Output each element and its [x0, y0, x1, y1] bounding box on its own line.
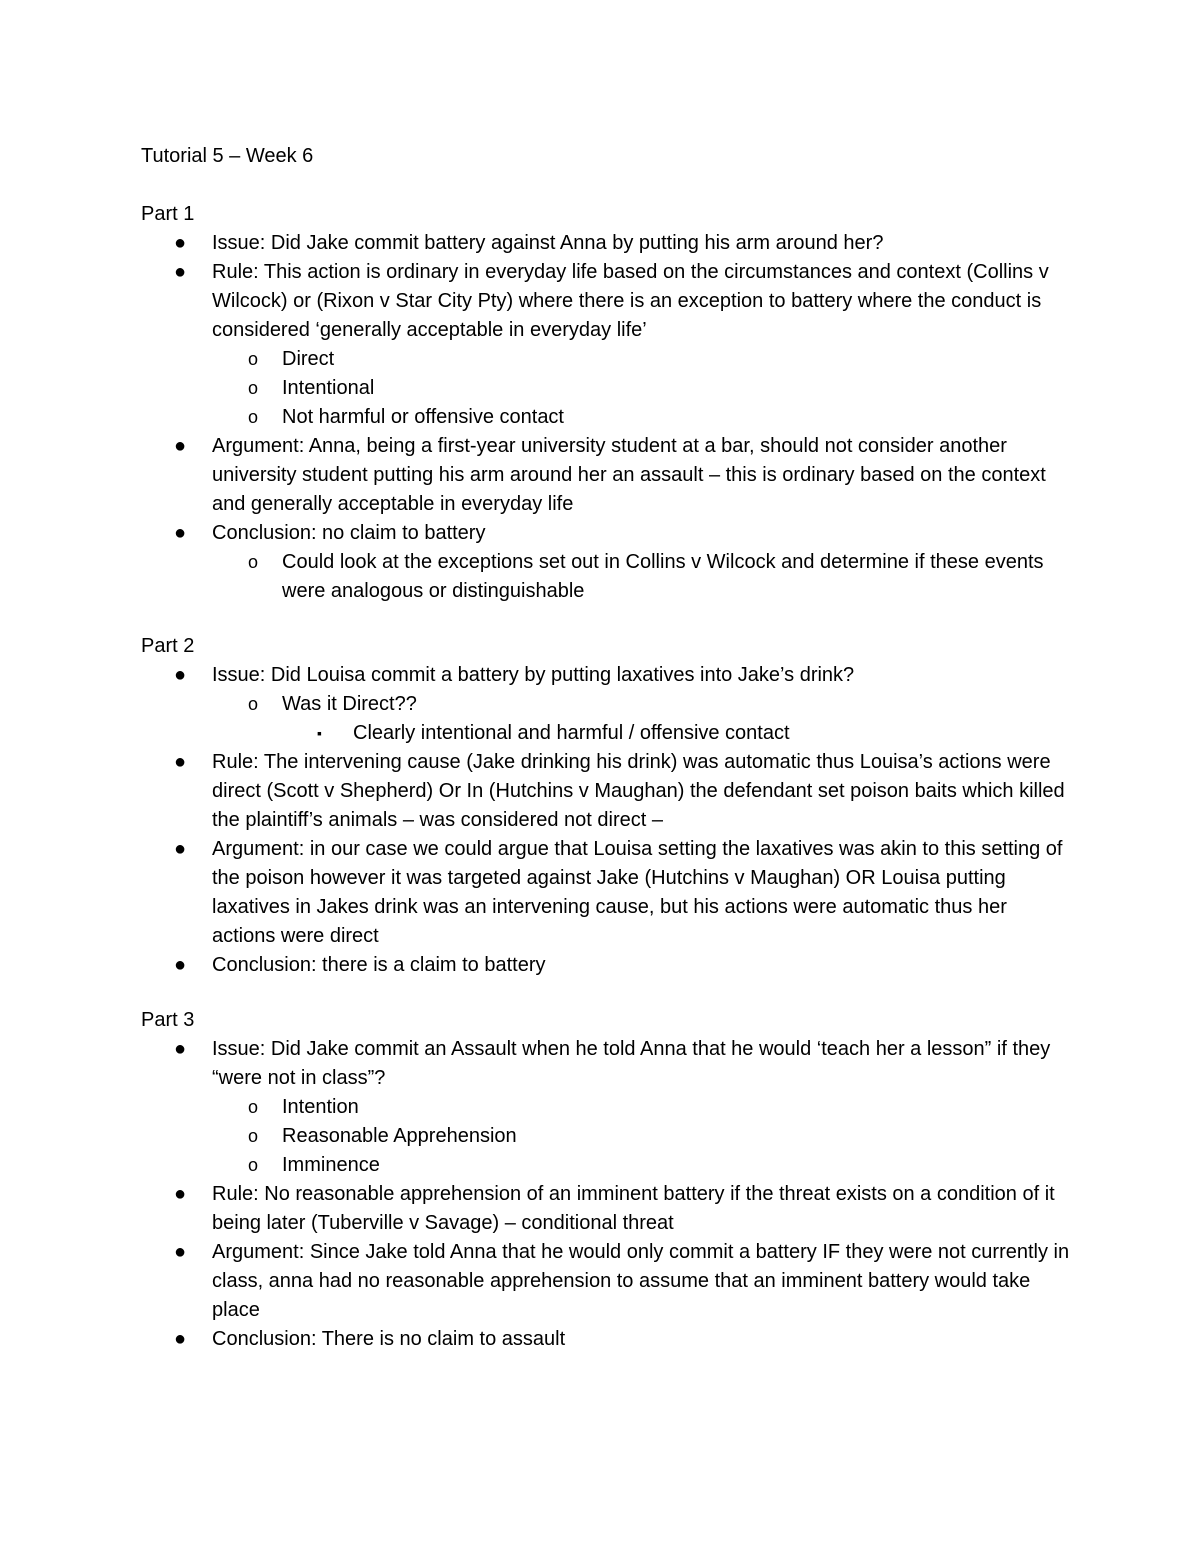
list-item-text: Conclusion: no claim to battery [212, 522, 486, 544]
list-item [141, 835, 1071, 951]
sub-sub-list-item [141, 719, 1071, 748]
circle-bullet-icon: o [248, 1097, 259, 1117]
bullet-icon: ● [174, 954, 187, 976]
sub-list-item [141, 345, 1071, 374]
list-item-text: Issue: Did Jake commit an Assault when he told Anna that he would ‘teach her a lesson” if they “were not in class”? [212, 1038, 1051, 1089]
list-item-text: Issue: Did Louisa commit a battery by putting laxatives into Jake’s drink? [212, 664, 855, 686]
bullet-list [141, 229, 1071, 606]
bullet-icon: ● [174, 1241, 187, 1263]
circle-bullet-icon: o [248, 1155, 259, 1175]
list-item-text: Reasonable Apprehension [282, 1125, 517, 1147]
circle-bullet-icon: o [248, 349, 259, 369]
list-item-text: Argument: Anna, being a first-year university student at a bar, should not consider another university student putting his arm around her an assault – this is ordinary based on the context and generally acceptable in everyday life [212, 435, 1046, 515]
sub-list-item [141, 1151, 1071, 1180]
list-item-text: Rule: This action is ordinary in everyday life based on the circumstances and context (Collins v Wilcock) or (Rixon v Star City Pty) where there is an exception to battery where the conduct is considered ‘generally acceptable in everyday life’ [212, 261, 1049, 341]
list-item [141, 1238, 1071, 1325]
circle-bullet-icon: o [248, 378, 259, 398]
list-item-text: Conclusion: there is a claim to battery [212, 954, 546, 976]
sub-list-item [141, 1093, 1071, 1122]
bullet-icon: ● [174, 435, 187, 457]
sub-list-item [141, 403, 1071, 432]
circle-bullet-icon: o [248, 694, 259, 714]
part-3-section [141, 1006, 1071, 1354]
bullet-icon: ● [174, 1038, 187, 1060]
list-item-text: Argument: Since Jake told Anna that he would only commit a battery IF they were not currently in class, anna had no reasonable apprehension to assume that an imminent battery would take place [212, 1241, 1070, 1321]
bullet-icon: ● [174, 751, 187, 773]
list-item [141, 258, 1071, 345]
part-heading: Part 2 [141, 635, 195, 657]
sub-list-item [141, 548, 1071, 606]
list-item [141, 748, 1071, 835]
list-item-text: Rule: No reasonable apprehension of an imminent battery if the threat exists on a condition of it being later (Tuberville v Savage) – conditional threat [212, 1183, 1055, 1234]
square-bullet-icon: ▪ [317, 725, 322, 741]
part-heading: Part 1 [141, 203, 195, 225]
list-item-text: Conclusion: There is no claim to assault [212, 1328, 566, 1350]
part-2-section [141, 632, 1071, 980]
part-1-section [141, 200, 1071, 606]
list-item [141, 432, 1071, 519]
list-item [141, 1325, 1071, 1354]
bullet-icon: ● [174, 664, 187, 686]
bullet-icon: ● [174, 232, 187, 254]
list-item-text: Intention [282, 1096, 359, 1118]
list-item-text: Argument: in our case we could argue that Louisa setting the laxatives was akin to this setting of the poison however it was targeted against Jake (Hutchins v Maughan) OR Louisa putting laxatives in Jakes drink was an intervening cause, but his actions were automatic thus her actions were direct [212, 838, 1063, 947]
list-item-text: Imminence [282, 1154, 380, 1176]
circle-bullet-icon: o [248, 552, 259, 572]
list-item-text: Not harmful or offensive contact [282, 406, 564, 428]
list-item-text: Direct [282, 348, 335, 370]
list-item [141, 519, 1071, 548]
bullet-icon: ● [174, 1328, 187, 1350]
sub-list-item [141, 690, 1071, 719]
list-item [141, 1035, 1071, 1093]
list-item-text: Clearly intentional and harmful / offensive contact [353, 722, 790, 744]
list-item-text: Was it Direct?? [282, 693, 417, 715]
bullet-icon: ● [174, 838, 187, 860]
document-title: Tutorial 5 – Week 6 [141, 145, 314, 167]
bullet-icon: ● [174, 522, 187, 544]
list-item [141, 661, 1071, 690]
list-item-text: Intentional [282, 377, 375, 399]
bullet-icon: ● [174, 1183, 187, 1205]
list-item [141, 951, 1071, 980]
bullet-list [141, 1035, 1071, 1354]
part-heading: Part 3 [141, 1009, 195, 1031]
sub-list-item [141, 1122, 1071, 1151]
circle-bullet-icon: o [248, 407, 259, 427]
document-body [141, 142, 1071, 1380]
circle-bullet-icon: o [248, 1126, 259, 1146]
list-item-text: Issue: Did Jake commit battery against Anna by putting his arm around her? [212, 232, 884, 254]
bullet-icon: ● [174, 261, 187, 283]
list-item [141, 229, 1071, 258]
list-item-text: Could look at the exceptions set out in Collins v Wilcock and determine if these events were analogous or distinguishable [282, 551, 1044, 602]
bullet-list [141, 661, 1071, 980]
list-item-text: Rule: The intervening cause (Jake drinking his drink) was automatic thus Louisa’s actions were direct (Scott v Shepherd) Or In (Hutchins v Maughan) the defendant set poison baits which killed the plaintiff’s animals – was considered not direct – [212, 751, 1065, 831]
sub-list-item [141, 374, 1071, 403]
list-item [141, 1180, 1071, 1238]
